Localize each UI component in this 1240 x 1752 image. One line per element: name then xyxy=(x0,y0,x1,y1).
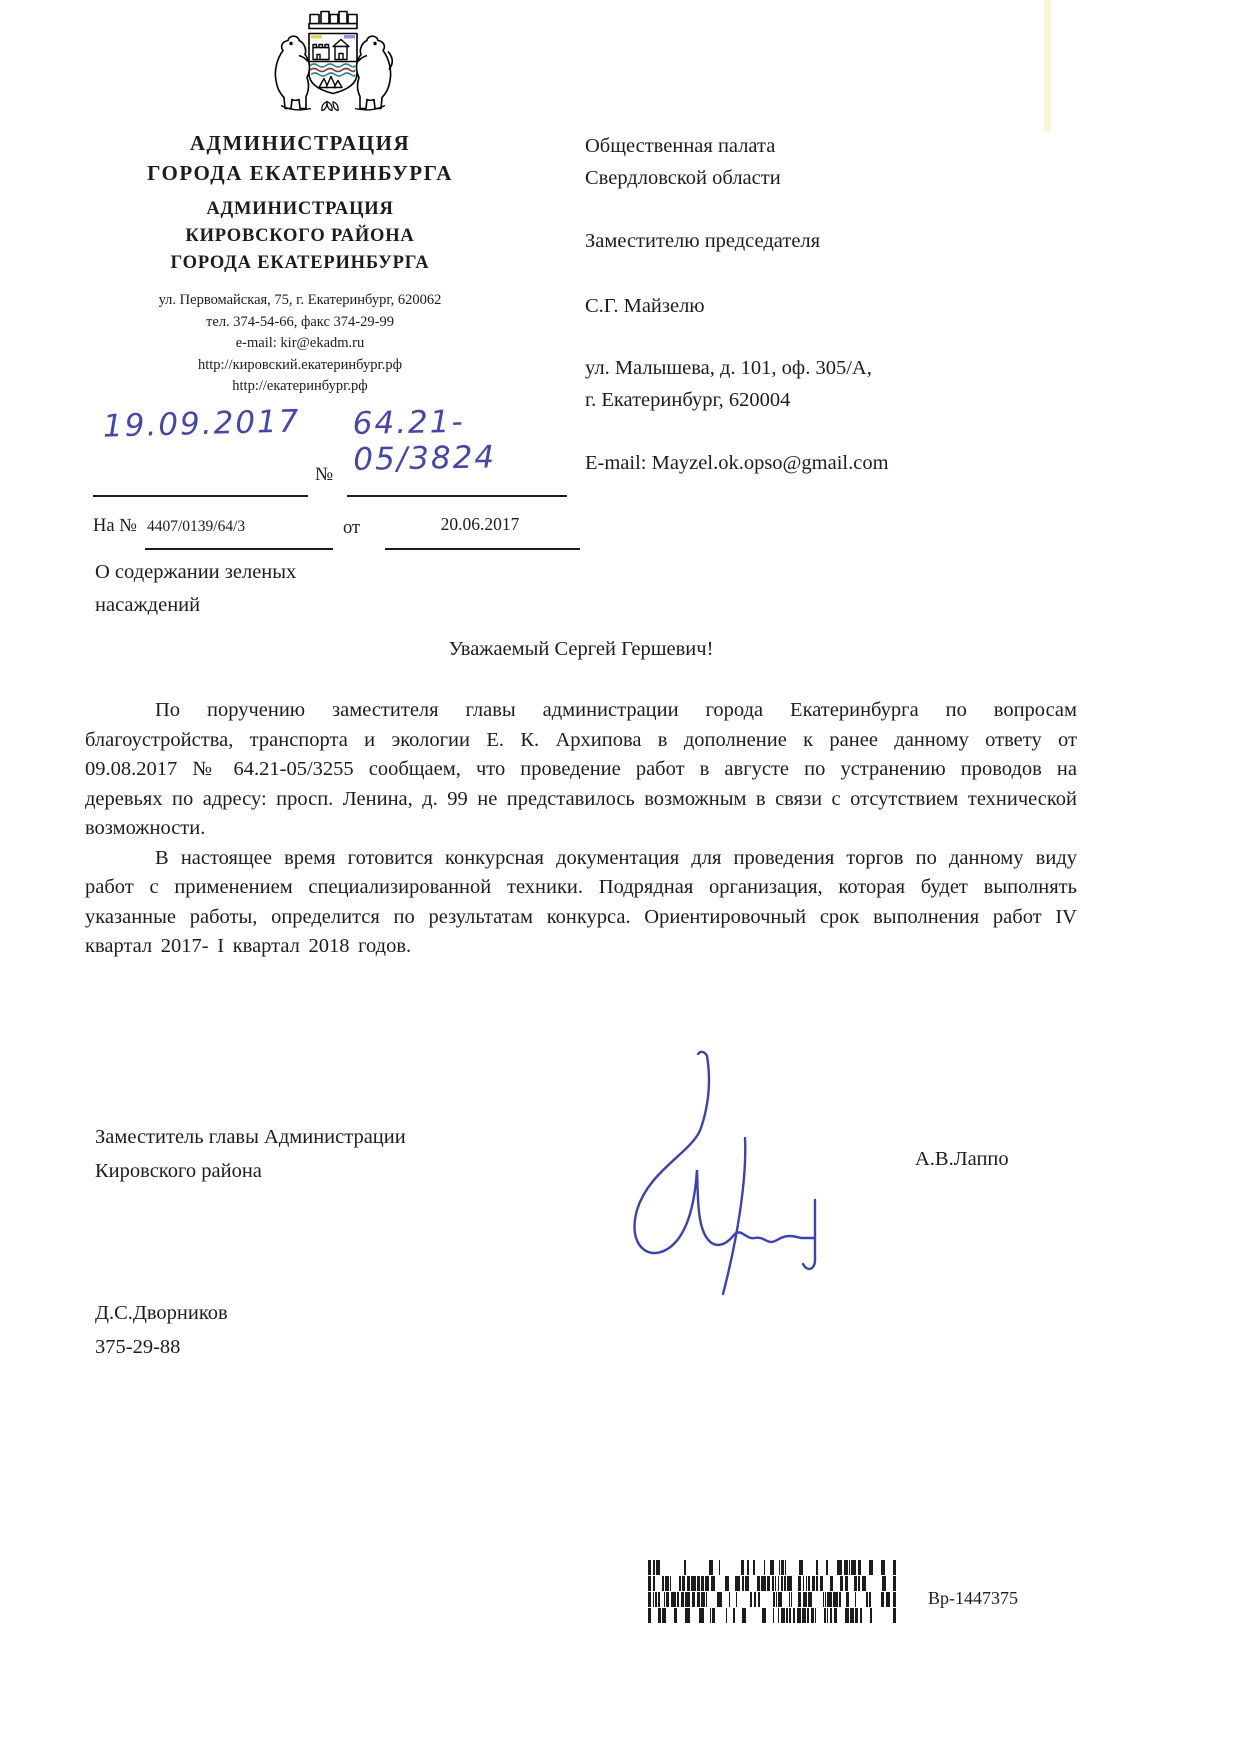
executor-phone: 375-29-88 xyxy=(95,1336,181,1358)
body-paragraph-2: В настоящее время готовится конкурсная документация для проведения торгов по данному виду работ с применением специализированной техники. Подрядная организация, которая будет выполнять указанные работы, определится по результатам конкурса. Ориентировочный срок выполнения работ IV квартал 2017- I квартал 2018 годов. xyxy=(85,846,1077,957)
number-underline xyxy=(347,495,567,497)
date-underline xyxy=(93,495,308,497)
recipient-name: С.Г. Майзелю xyxy=(585,295,705,317)
letterhead-contacts xyxy=(85,290,515,398)
reply-ot-label: от xyxy=(343,518,361,538)
signer-position xyxy=(95,1120,575,1188)
letterhead-site-district: http://кировский.екатеринбург.рф xyxy=(197,356,403,373)
number-sign-label: № xyxy=(315,464,334,485)
recipient-address-line1: ул. Малышева, д. 101, оф. 305/А, xyxy=(585,357,872,379)
recipient-org-line2: Свердловской области xyxy=(585,167,781,189)
subject-line2: насаждений xyxy=(95,594,201,616)
org-sub-line1: АДМИНИСТРАЦИЯ xyxy=(206,199,394,219)
recipient-org-line1: Общественная палата xyxy=(585,135,776,157)
letterhead-email: e-mail: kir@ekadm.ru xyxy=(235,335,365,351)
letterhead-address: ул. Первомайская, 75, г. Екатеринбург, 620062 xyxy=(158,292,442,308)
outgoing-date-handwritten: 19.09.2017 xyxy=(102,403,301,445)
reply-prefix-label: На № xyxy=(93,516,137,536)
reply-date-underline xyxy=(385,548,580,550)
signer-position-line1: Заместитель главы Администрации xyxy=(95,1126,406,1148)
handwritten-signature xyxy=(595,1048,885,1308)
executor-block xyxy=(95,1296,395,1364)
coat-of-arms-yekaterinburg-icon xyxy=(263,6,403,129)
scan-artifact xyxy=(1044,0,1051,132)
barcode xyxy=(648,1560,898,1624)
salutation: Уважаемый Сергей Гершевич! xyxy=(448,638,714,660)
letterhead-city-administration xyxy=(85,128,515,188)
body-paragraph-1: По поручению заместителя главы администрации города Екатеринбурга по вопросам благоустройства, транспорта и экологии Е. К. Архипова в дополнение к ранее данному ответу от 09.08.2017 № 64.21-05/3255 сообщаем, что проведение работ в августе по устранению проводов на деревьях по адресу: просп. Ленина, д. 99 не представилось возможным в связи с отсутствием технической возможности. xyxy=(85,699,1077,839)
recipient-block xyxy=(585,130,1055,479)
signer-position-line2: Кировского района xyxy=(95,1160,262,1182)
letterhead-district-administration xyxy=(85,196,515,277)
recipient-position: Заместителю председателя xyxy=(585,230,821,252)
incoming-reference-row xyxy=(85,508,565,554)
reply-number: 4407/0139/64/3 xyxy=(147,518,246,535)
letterhead-site-city: http://екатеринбург.рф xyxy=(232,378,368,394)
executor-name: Д.С.Дворников xyxy=(95,1302,228,1324)
org-top-line1: АДМИНИСТРАЦИЯ xyxy=(189,131,411,155)
reply-date: 20.06.2017 xyxy=(440,514,520,534)
recipient-email: E-mail: Mayzel.ok.opso@gmail.com xyxy=(585,452,889,474)
subject-line1: О содержании зеленых xyxy=(95,561,297,583)
org-sub-line2: КИРОВСКОГО РАЙОНА xyxy=(185,226,415,246)
org-top-line2: ГОРОДА ЕКАТЕРИНБУРГА xyxy=(147,161,453,185)
letterhead-phone-fax: тел. 374-54-66, факс 374-29-99 xyxy=(206,313,394,330)
org-sub-line3: ГОРОДА ЕКАТЕРИНБУРГА xyxy=(170,253,430,273)
signer-name: А.В.Лаппо xyxy=(915,1148,1009,1170)
outgoing-reference-row xyxy=(85,404,565,498)
barcode-label: Вр-1447375 xyxy=(928,1588,1018,1608)
reply-number-underline xyxy=(145,548,333,550)
letter-subject xyxy=(95,556,425,622)
outgoing-number-handwritten: 64.21-05/3824 xyxy=(352,403,497,478)
recipient-address-line2: г. Екатеринбург, 620004 xyxy=(585,389,791,411)
letter-body xyxy=(85,696,1077,962)
